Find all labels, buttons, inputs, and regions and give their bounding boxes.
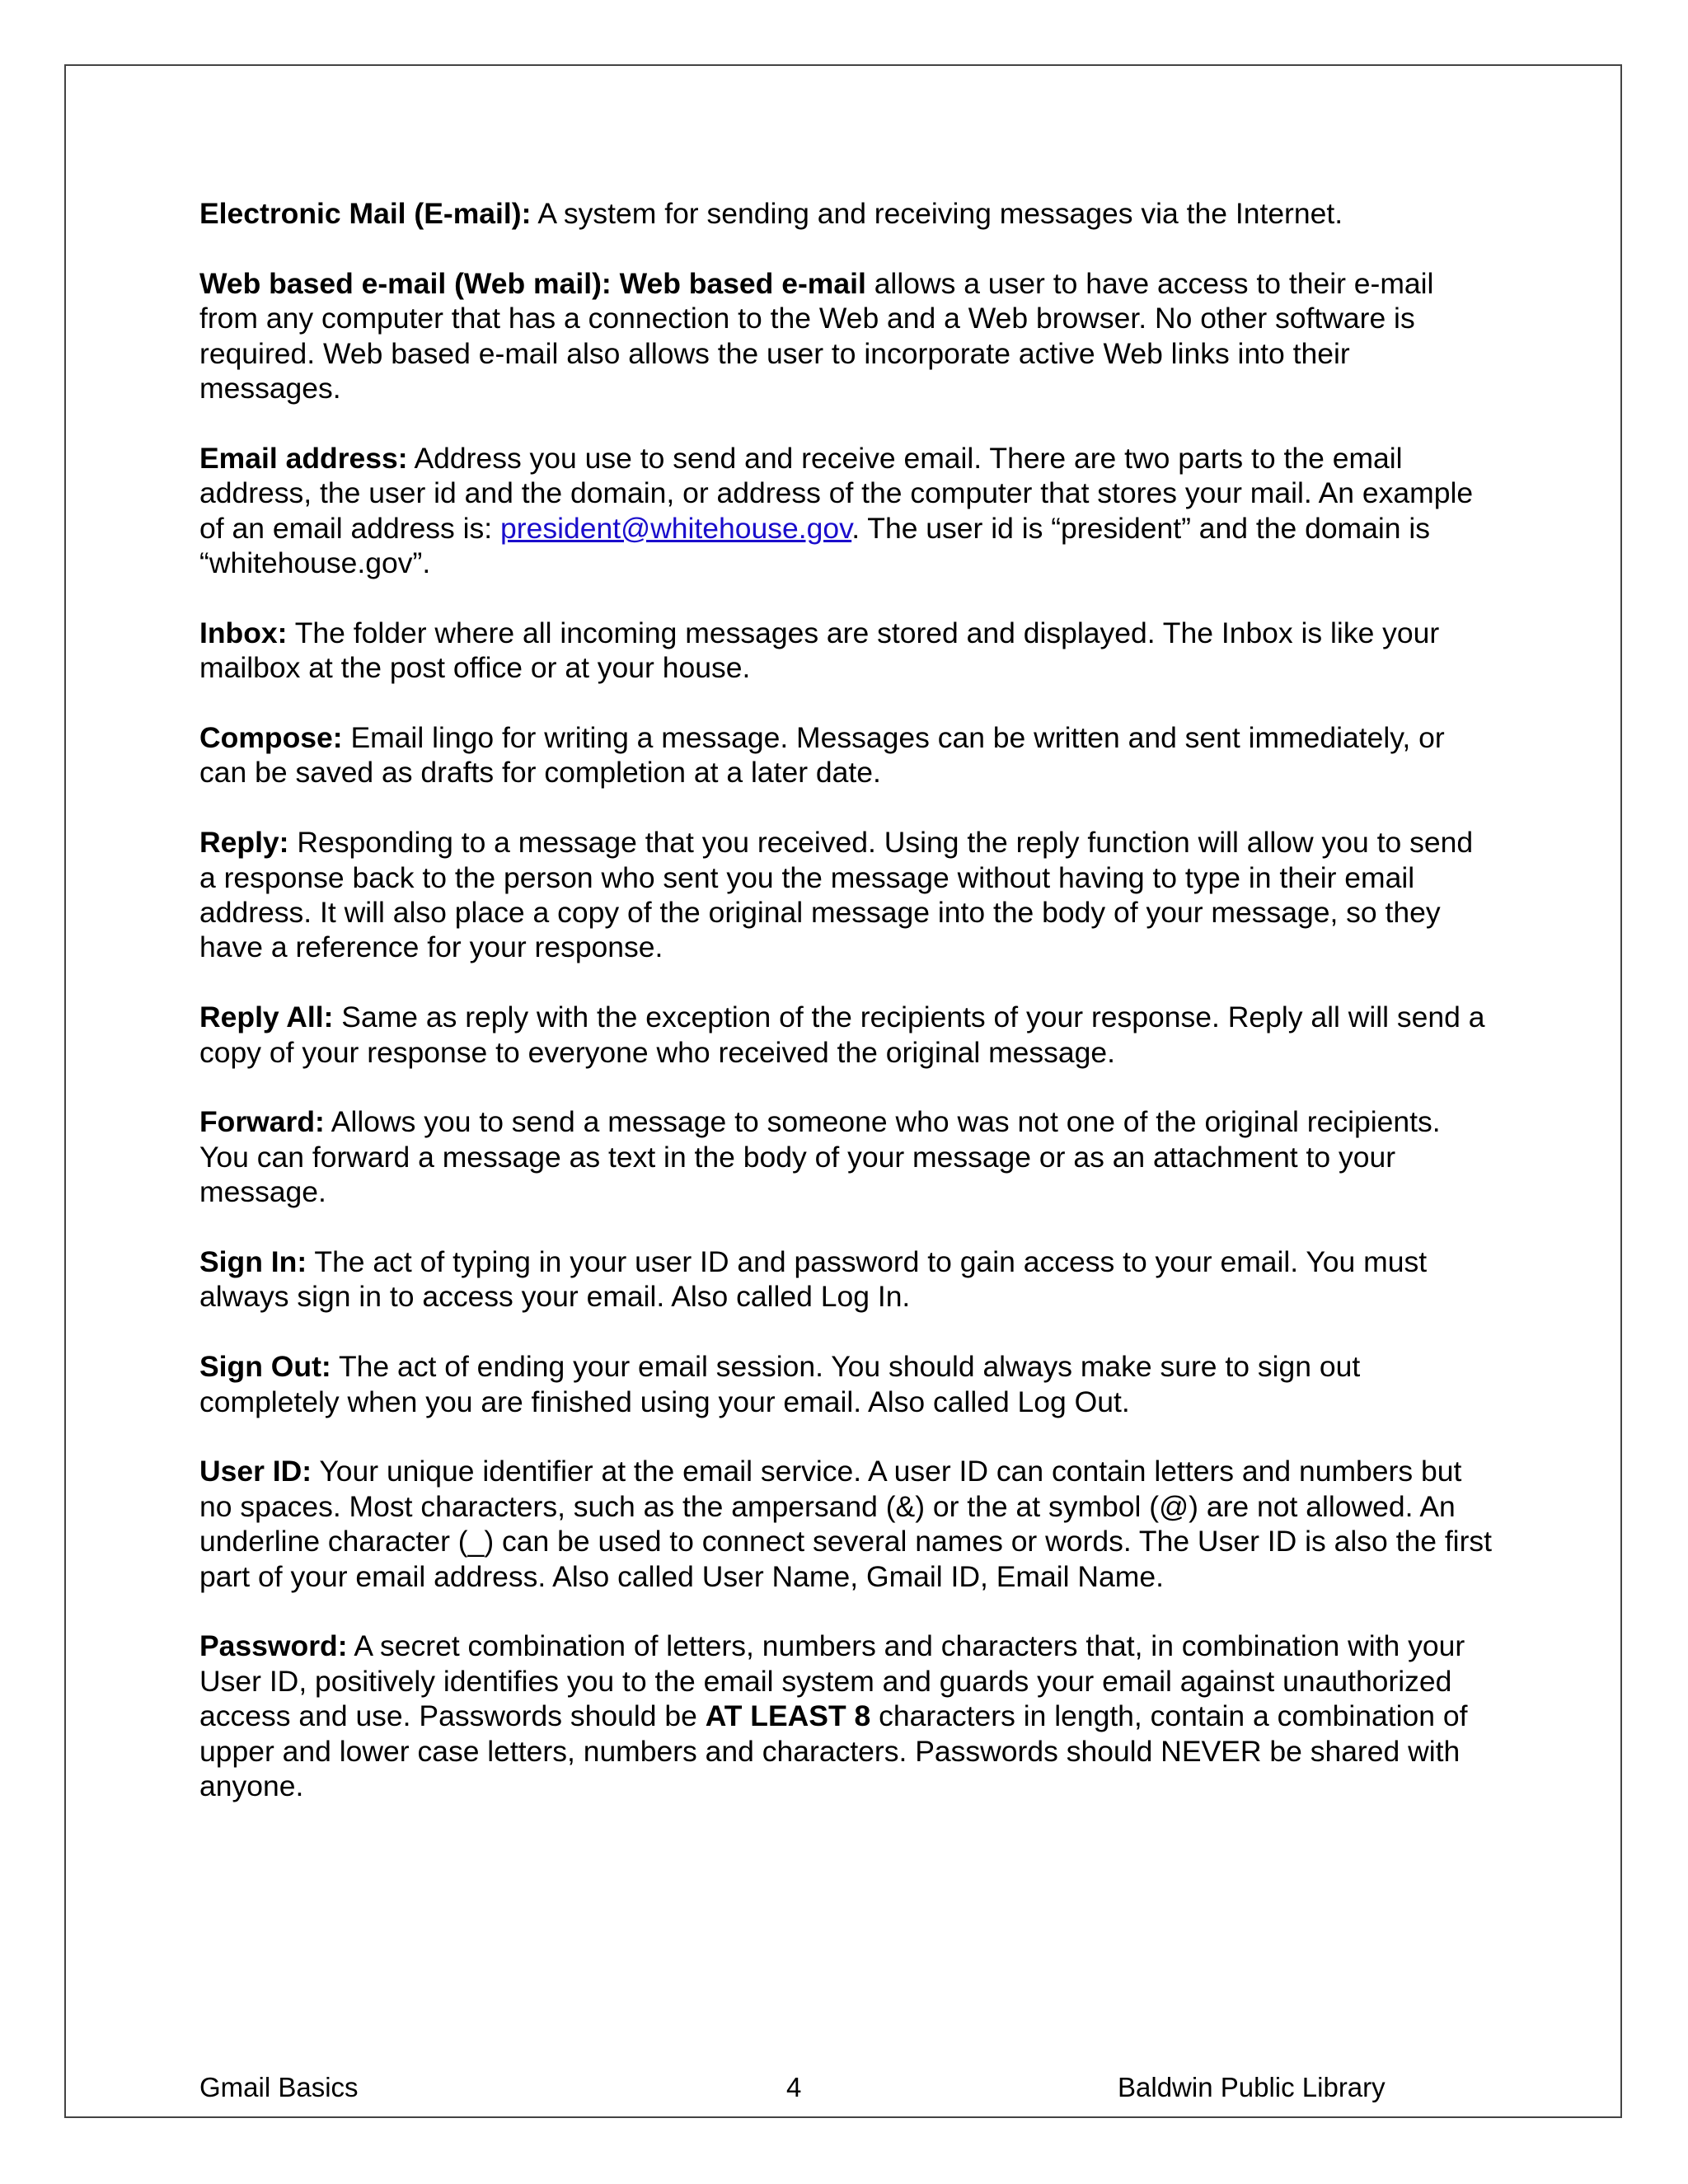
entry-electronic-mail: [199, 196, 1493, 231]
entry-definition: Address you use to send and receive email. There are two parts to the email address, the user id and the domain, or address of the computer that stores your mail. An example of an email address is:: [199, 441, 1474, 545]
entry-definition: The act of ending your email session. You should always make sure to sign out completely when you are finished using your email. Also called Log Out.: [199, 1350, 1361, 1418]
entry-user-id: [199, 1454, 1493, 1594]
glossary-content: [199, 196, 1493, 1839]
entry-term: Electronic Mail (E-mail):: [199, 197, 532, 230]
entry-reply: [199, 825, 1493, 965]
entry-definition: A system for sending and receiving messages via the Internet.: [531, 197, 1343, 230]
entry-definition-continued: characters in length, contain a combination of upper and lower case letters, numbers and characters. Passwords should NEVER be shared with anyone.: [199, 1699, 1468, 1803]
entry-term: Password:: [199, 1629, 348, 1663]
entry-term: Inbox:: [199, 616, 288, 649]
entry-compose: [199, 720, 1493, 790]
entry-term: User ID:: [199, 1455, 312, 1488]
entry-reply-all: [199, 1000, 1493, 1070]
entry-term: Sign Out:: [199, 1350, 331, 1384]
password-length-emphasis: AT LEAST 8: [705, 1699, 871, 1733]
entry-definition-continued: . The user id is “president” and the domain is “whitehouse.gov”.: [199, 511, 1431, 580]
entry-term: Reply All:: [199, 1001, 334, 1034]
entry-sign-out: [199, 1349, 1493, 1419]
footer-organization: Baldwin Public Library: [1118, 2072, 1386, 2102]
entry-term: Reply:: [199, 826, 289, 860]
entry-definition: Email lingo for writing a message. Messages can be written and sent immediately, or can be saved as drafts for completion at a later date.: [199, 721, 1445, 790]
entry-definition: Same as reply with the exception of the recipients of your response. Reply all will send a copy of your response to everyone who received the original message.: [199, 1001, 1485, 1069]
entry-term: Forward:: [199, 1105, 325, 1139]
footer-page-number: 4: [786, 2072, 802, 2102]
entry-web-mail: [199, 266, 1493, 406]
entry-term: Compose:: [199, 721, 343, 755]
entry-definition: Your unique identifier at the email service. A user ID can contain letters and numbers but no spaces. Most characters, such as the ampersand (&) or the at symbol (@) are not allowed. An underline character (_) can be used to connect several names or words. The User ID is also the first part of your email address. Also called User Name, Gmail ID, Email Name.: [199, 1455, 1492, 1593]
entry-inbox: [199, 616, 1493, 686]
entry-forward: [199, 1104, 1493, 1209]
entry-term: Sign In:: [199, 1245, 307, 1279]
entry-definition: Responding to a message that you received. Using the reply function will allow you to send a response back to the person who sent you the message without having to type in their email address. It will also place a copy of the original message into the body of your message, so they have a reference for your response.: [199, 826, 1474, 964]
entry-sign-in: [199, 1244, 1493, 1315]
entry-password: [199, 1629, 1493, 1803]
entry-definition: Allows you to send a message to someone who was not one of the original recipients. You can forward a message as text in the body of your message or as an attachment to your message.: [199, 1105, 1441, 1209]
entry-definition: allows a user to have access to their e-mail from any computer that has a connection to the Web and a Web browser. No other software is required. Web based e-mail also allows the user to incorporate active Web links into their messages.: [199, 266, 1434, 405]
entry-definition: A secret combination of letters, numbers and characters that, in combination with your User ID, positively identifies you to the email system and guards your email against unauthorized access and use. Passwords should be: [199, 1629, 1465, 1733]
entry-term: Email address:: [199, 441, 408, 475]
entry-definition: The folder where all incoming messages are stored and displayed. The Inbox is like your mailbox at the post office or at your house.: [199, 616, 1440, 685]
entry-email-address: [199, 441, 1493, 581]
entry-definition: The act of typing in your user ID and password to gain access to your email. You must always sign in to access your email. Also called Log In.: [199, 1245, 1428, 1314]
email-example-link[interactable]: president@whitehouse.gov: [500, 511, 852, 545]
entry-term: Web based e-mail (Web mail): Web based e-mail: [199, 266, 866, 300]
footer-document-title: Gmail Basics: [199, 2072, 359, 2102]
